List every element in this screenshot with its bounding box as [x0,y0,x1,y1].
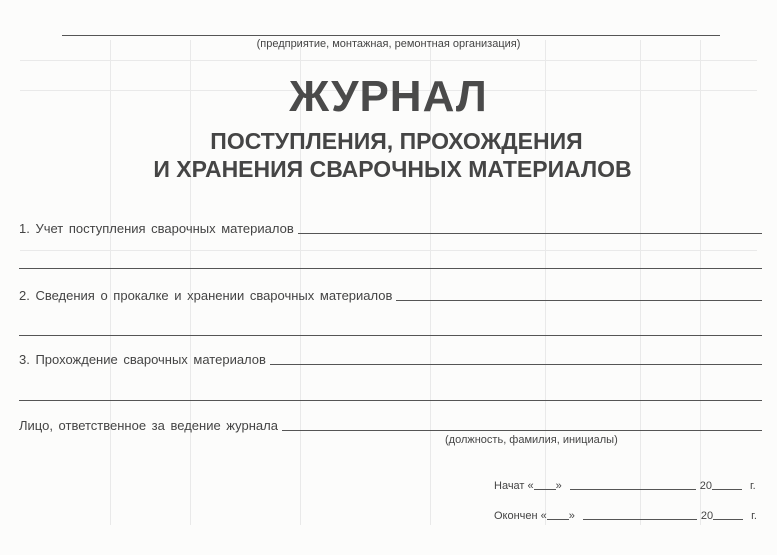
organization-name-line[interactable] [62,35,720,36]
ended-label: Окончен « [494,510,547,522]
ended-year-prefix: 20 [700,510,714,522]
ended-month-field[interactable] [583,518,697,520]
receipt-continuation-line[interactable] [19,268,762,269]
passage-continuation-line[interactable] [19,400,762,401]
calcination-continuation-line[interactable] [19,335,762,336]
started-label: Начат « [494,480,534,492]
started-year-suffix: г. [750,480,756,492]
receipt-field-line[interactable] [298,232,762,234]
passage-field-row [19,353,762,367]
passage-field-label: 3. Прохождение сварочных материалов [19,352,266,367]
calcination-field-label: 2. Сведения о прокалке и хранении сварочных материалов [19,288,393,303]
receipt-field-row [19,222,762,236]
ended-year-suffix: г. [751,510,757,522]
show-through-line [20,60,757,61]
passage-field-line[interactable] [270,363,762,365]
started-day-field[interactable] [534,488,556,490]
calcination-field-row [19,289,762,303]
calcination-field-line[interactable] [396,299,762,301]
document-title: ЖУРНАЛ [289,72,488,121]
organization-caption: (предприятие, монтажная, ремонтная организация) [256,38,521,50]
show-through-line [20,250,757,251]
responsible-field-label: Лицо, ответственное за ведение журнала [19,418,278,433]
document-subtitle-line-1: ПОСТУПЛЕНИЯ, ПРОХОЖДЕНИЯ [210,128,583,154]
started-year-field[interactable] [712,488,742,490]
responsible-field-row [19,419,762,433]
responsible-field-line[interactable] [282,429,762,431]
ended-day-field[interactable] [547,518,569,520]
ended-year-field[interactable] [713,518,743,520]
started-month-field[interactable] [570,488,696,490]
started-quote-close: » [555,480,562,492]
document-subtitle-line-2: И ХРАНЕНИЯ СВАРОЧНЫХ МАТЕРИАЛОВ [153,156,632,182]
ended-quote-close: » [568,510,575,522]
started-date-row [494,480,756,492]
receipt-field-label: 1. Учет поступления сварочных материалов [19,221,294,236]
position-caption: (должность, фамилия, инициалы) [445,434,618,446]
ended-date-row [494,510,757,522]
started-year-prefix: 20 [699,480,713,492]
